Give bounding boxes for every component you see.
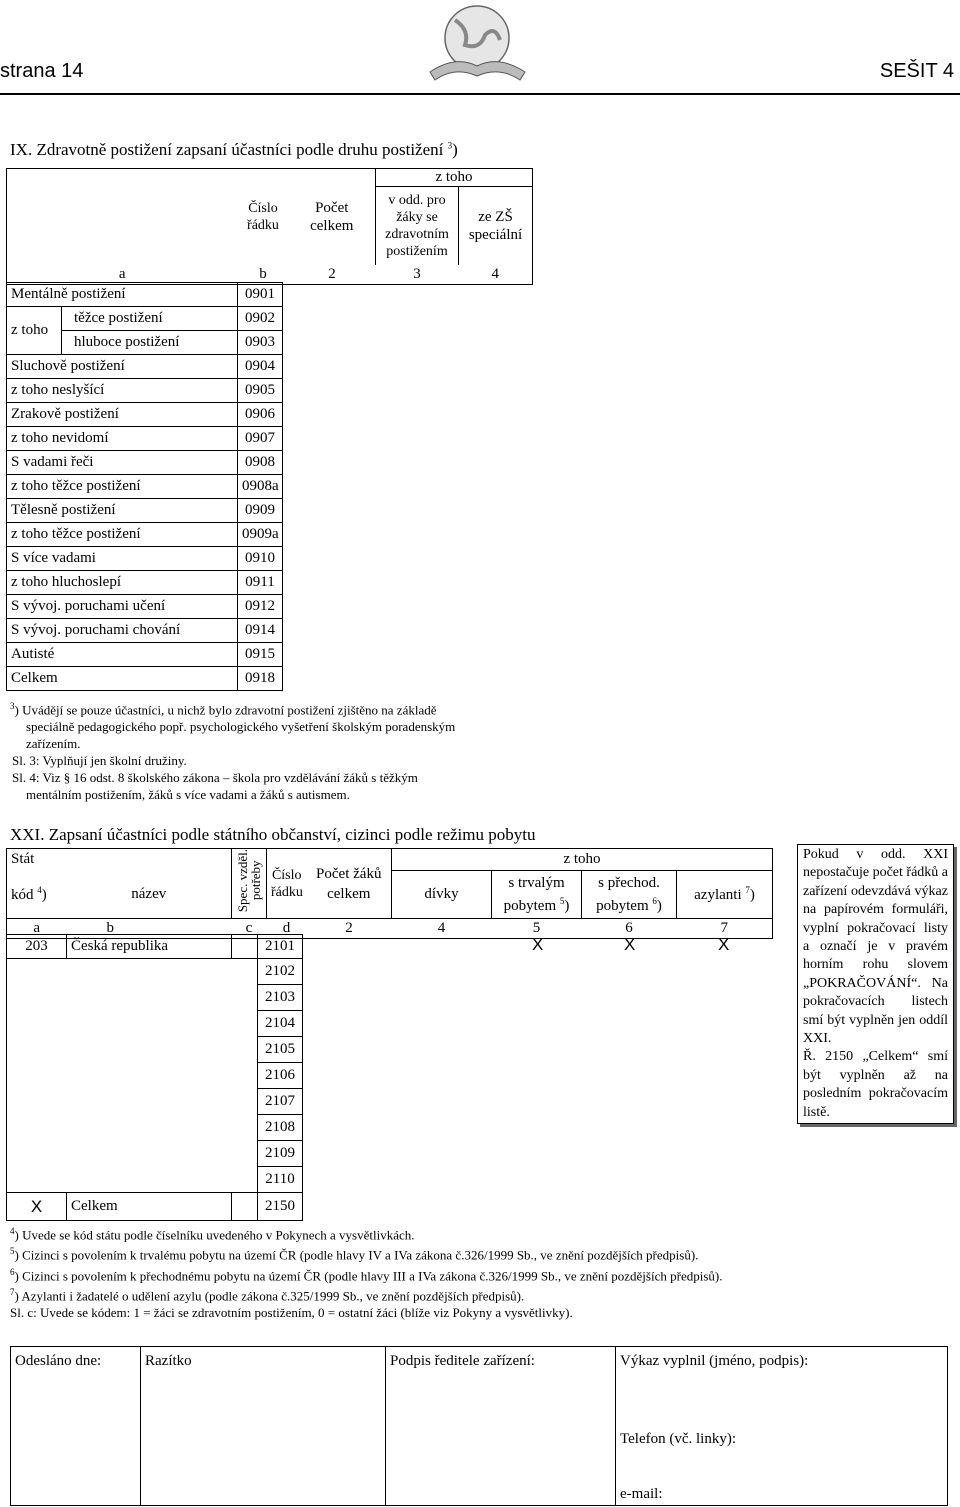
- col-7: 7: [677, 919, 773, 939]
- note-4-sup: 4: [10, 1226, 15, 1236]
- blank: [7, 959, 67, 985]
- blank: [232, 1167, 258, 1193]
- hdr-odd-2: žáky se: [396, 209, 438, 225]
- filled-by-label: Výkaz vyplnil (jméno, podpis):: [620, 1353, 809, 1369]
- note-4: [10, 1223, 950, 1243]
- note-7-text: ) Azylanti i žadatelé o udělení azylu (podle zákona č.325/1999 Sb., ve znění pozdějších předpisů).: [14, 1288, 525, 1304]
- signature-table: [10, 1346, 948, 1506]
- hdr-cislo: [238, 169, 289, 265]
- note-3-line2: speciálně pedagogického popř. psychologického vyšetření školským poradenským: [26, 719, 456, 735]
- hdr-pocet: [307, 849, 392, 919]
- row-label: Autisté: [7, 643, 238, 667]
- row-code: 0911: [238, 571, 283, 595]
- director-signature-label: Podpis ředitele zařízení:: [390, 1353, 535, 1369]
- hdr-cislo: [267, 849, 307, 919]
- row-code: 2107: [258, 1089, 303, 1115]
- director-signature-cell[interactable]: [386, 1347, 616, 1506]
- row-label: S vývoj. poruchami chování: [7, 619, 238, 643]
- row-code: 0906: [238, 403, 283, 427]
- row-code: 0902: [238, 307, 283, 331]
- hdr-cislo-1: Číslo: [271, 867, 302, 883]
- note-7: [10, 1284, 950, 1304]
- hdr-pocet-2: celkem: [310, 217, 354, 234]
- hdr-trvaly: s trvalým pobytem $^5$): [492, 871, 582, 919]
- hdr-azyl-sup: 7: [745, 885, 750, 895]
- blank-corner: [7, 169, 238, 265]
- section-ix-notes: [10, 698, 530, 803]
- blank: [67, 1115, 232, 1141]
- note-sl4-line2: mentálním postižením, žáků s více vadami a žáků s autismem.: [26, 787, 350, 803]
- row-label: S vadami řeči: [7, 451, 238, 475]
- row-code: 0909a: [238, 523, 283, 547]
- hdr-odd-4: postižením: [386, 243, 448, 259]
- x-mark-col5: X: [532, 935, 544, 954]
- blank: [67, 1011, 232, 1037]
- row-label: S více vadami: [7, 547, 238, 571]
- kod-cell: 203: [7, 935, 67, 959]
- row-code: 0907: [238, 427, 283, 451]
- row-code: 0915: [238, 643, 283, 667]
- row-label: Mentálně postižení: [7, 283, 238, 307]
- spec-cell: [232, 935, 258, 959]
- section-ix-title-sup: 3: [447, 140, 453, 151]
- blank: [7, 985, 67, 1011]
- col-c: c: [232, 919, 267, 939]
- total-nazev: Celkem: [67, 1193, 232, 1221]
- blank: [67, 1037, 232, 1063]
- note-sl4-line1: Sl. 4: Viz § 16 odst. 8 školského zákona – škola pro vzdělávání žáků s těžkým: [12, 770, 418, 786]
- blank: [232, 1089, 258, 1115]
- note-5: [10, 1243, 950, 1263]
- hdr-divky: dívky: [392, 871, 492, 919]
- hdr-zs: [459, 187, 533, 265]
- blank: [67, 1167, 232, 1193]
- blank: [232, 1011, 258, 1037]
- note-5-sup: 5: [10, 1246, 15, 1257]
- continuation-note-text: Pokud v odd. XXI nepostačuje počet řádků a zařízení odevzdává výkaz na papírovém formuláři, vyplní pokračovací listy a označí je v pravém horním rohu slovem „POKRAČOVÁNÍ“. Na pokračovacích listech smí být vyplněn jen oddíl XXI.: [803, 847, 948, 1047]
- table-xxi-rows: [6, 934, 303, 1221]
- row-code: 2101: [258, 935, 303, 959]
- blank: [232, 1063, 258, 1089]
- hdr-prechod-2: pobytem: [596, 898, 649, 914]
- sent-date-cell[interactable]: [11, 1347, 141, 1506]
- row-label: těžce postižení: [62, 307, 238, 331]
- hdr-prechod: s přechod. pobytem $^6$): [582, 871, 677, 919]
- table-xxi: [6, 848, 773, 939]
- hdr-zs-2: speciální: [468, 226, 523, 243]
- blank: [7, 1115, 67, 1141]
- blank: [67, 1089, 232, 1115]
- note-5-text: ) Cizinci s povolením k trvalému pobytu na území ČR (podle hlavy IV a IVa zákona č.326/1999 Sb., ve znění pozdějších předpisů).: [14, 1247, 699, 1263]
- note-3-line3: zařízením.: [26, 736, 81, 752]
- row-code: 2102: [258, 959, 303, 985]
- row-label: Tělesně postižení: [7, 499, 238, 523]
- blank: [7, 1089, 67, 1115]
- row-label: z toho těžce postižení: [7, 475, 238, 499]
- blank: [232, 1115, 258, 1141]
- hdr-cislo-2: řádku: [271, 884, 303, 900]
- row-code: 2104: [258, 1011, 303, 1037]
- phone-label: Telefon (vč. linky):: [620, 1431, 736, 1447]
- hdr-trvaly-2: pobytem: [503, 898, 557, 914]
- sent-date-label: Odesláno dne:: [15, 1353, 102, 1369]
- row-code: 0909: [238, 499, 283, 523]
- globe-book-logo: [425, 0, 530, 85]
- row-label: z toho hluchoslepí: [7, 571, 238, 595]
- row-code: 2103: [258, 985, 303, 1011]
- x-mark-col6: X: [624, 935, 636, 954]
- blank: [7, 1141, 67, 1167]
- table-ix-rows: [6, 282, 283, 691]
- blank: [232, 985, 258, 1011]
- col-b: b: [67, 919, 232, 939]
- note-6: [10, 1264, 950, 1284]
- row-code: 0910: [238, 547, 283, 571]
- col-5: 5: [492, 919, 582, 939]
- row-code: 2106: [258, 1063, 303, 1089]
- hdr-zs-1: ze ZŠ: [478, 208, 513, 225]
- row-code: 0903: [238, 331, 283, 355]
- row-code: 0904: [238, 355, 283, 379]
- row-label: z toho nevidomí: [7, 427, 238, 451]
- section-ix-title: IX. Zdravotně postižení zapsaní účastníci podle druhu postižení $^3$): [10, 140, 458, 159]
- col-2: 2: [289, 265, 376, 285]
- row-label: z toho neslyšící: [7, 379, 238, 403]
- hdr-prechod-1: s přechod.: [598, 875, 660, 891]
- hdr-cislo-2: řádku: [247, 217, 279, 233]
- note-6-text: ) Cizinci s povolením k přechodnému pobytu na území ČR (podle hlavy III a IVa zákona č.326/1999 Sb., ve znění pozdějších předpisů).: [14, 1267, 723, 1283]
- col-a: a: [7, 265, 238, 285]
- continuation-note-text2: Ř. 2150 „Celkem“ smí být vyplněn až na posledním pokračovacím listě.: [803, 1049, 948, 1120]
- row-code: 0901: [238, 283, 283, 307]
- hdr-pocet: [289, 169, 376, 265]
- col-4: 4: [459, 265, 533, 285]
- col-6: 6: [582, 919, 677, 939]
- col-2: 2: [307, 919, 392, 939]
- col-b: b: [238, 265, 289, 285]
- hdr-trvaly-1: s trvalým: [508, 875, 565, 891]
- row-label: hluboce postižení: [62, 331, 238, 355]
- blank: [232, 1141, 258, 1167]
- col-3: 3: [376, 265, 459, 285]
- note-4-text: ) Uvede se kód státu podle číselníku uvedeného v Pokynech a vysvětlivkách.: [14, 1227, 415, 1243]
- hdr-stat: Stát: [7, 849, 232, 871]
- col-4: 4: [392, 919, 492, 939]
- hdr-kod: kód $^4$): [7, 871, 67, 919]
- note-sl3: Sl. 3: Vyplňují jen školní družiny.: [12, 753, 187, 769]
- row-code: 2109: [258, 1141, 303, 1167]
- hdr-pocet-1: Počet žáků: [316, 865, 382, 882]
- blank: [232, 1037, 258, 1063]
- hdr-kod-text: kód: [11, 886, 34, 903]
- note-sl-c: Sl. c: Uvede se kódem: 1 = žáci se zdravotním postižením, 0 = ostatní žáci (blíže viz Pokyny a vysvětlivky).: [10, 1305, 573, 1321]
- row-code: 2108: [258, 1115, 303, 1141]
- total-code: 2150: [258, 1193, 303, 1221]
- stamp-label: Razítko: [145, 1353, 192, 1369]
- blank: [67, 985, 232, 1011]
- blank: [7, 1063, 67, 1089]
- hdr-pocet-2: celkem: [327, 885, 371, 902]
- blank: [7, 1037, 67, 1063]
- total-kod: X: [7, 1193, 67, 1221]
- hdr-odd-1: v odd. pro: [388, 192, 446, 208]
- note-3-line1: ) Uvádějí se pouze účastníci, u nichž bylo zdravotní postižení zjištěno na základě: [14, 702, 437, 718]
- ztoho-label: z toho: [7, 307, 62, 355]
- row-code: 0905: [238, 379, 283, 403]
- section-xxi-title: XXI. Zapsaní účastníci podle státního občanství, cizinci podle režimu pobytu: [10, 825, 536, 844]
- col-a: a: [7, 919, 67, 939]
- nazev-cell: Česká republika: [67, 935, 232, 959]
- row-code: 0912: [238, 595, 283, 619]
- hdr-cislo-1: Číslo: [248, 200, 278, 216]
- blank: [232, 959, 258, 985]
- row-label: Sluchově postižení: [7, 355, 238, 379]
- blank: [67, 959, 232, 985]
- header-rule: [0, 93, 960, 95]
- row-code: 2110: [258, 1167, 303, 1193]
- section-xxi-notes: [10, 1223, 950, 1321]
- blank: [67, 1063, 232, 1089]
- hdr-azyl: azylanti $^7$): [677, 871, 773, 919]
- note-3-sup: 3: [10, 701, 15, 711]
- x-mark-col7: X: [718, 935, 730, 954]
- table-ix: [6, 168, 533, 285]
- hdr-odd-3: zdravotním: [385, 226, 449, 242]
- row-label: z toho těžce postižení: [7, 523, 238, 547]
- row-code: 0908: [238, 451, 283, 475]
- note-6-sup: 6: [10, 1266, 15, 1277]
- email-label: e-mail:: [620, 1486, 663, 1502]
- row-code: 0918: [238, 667, 283, 691]
- hdr-spec-1: Spec. vzděl.: [235, 849, 250, 913]
- col-d: d: [267, 919, 307, 939]
- row-label: S vývoj. poruchami učení: [7, 595, 238, 619]
- continuation-note-box: [797, 844, 954, 1124]
- hdr-odd: [376, 187, 459, 265]
- hdr-nazev: název: [67, 871, 232, 919]
- hdr-pocet-1: Počet: [315, 199, 349, 216]
- hdr-azyl-text: azylanti: [694, 887, 742, 903]
- hdr-ztoho: z toho: [376, 169, 533, 187]
- spec-cell: [232, 1193, 258, 1221]
- blank: [67, 1141, 232, 1167]
- hdr-prechod-sup: 6: [652, 896, 657, 906]
- row-label: Zrakově postižení: [7, 403, 238, 427]
- filled-by-cell[interactable]: [616, 1347, 948, 1506]
- hdr-trvaly-sup: 5: [559, 896, 565, 906]
- hdr-kod-sup: 4: [37, 884, 42, 895]
- stamp-cell[interactable]: [141, 1347, 386, 1506]
- note-7-sup: 7: [10, 1286, 15, 1297]
- page-number: strana 14: [0, 60, 84, 82]
- blank: [7, 1011, 67, 1037]
- row-code: 0908a: [238, 475, 283, 499]
- blank: [7, 1167, 67, 1193]
- row-code: 2105: [258, 1037, 303, 1063]
- sesit-label: SEŠIT 4: [879, 60, 954, 82]
- note-3: [10, 698, 530, 718]
- hdr-ztoho: z toho: [392, 849, 773, 871]
- row-code: 0914: [238, 619, 283, 643]
- hdr-spec-2: potřeby: [248, 861, 263, 901]
- row-label: Celkem: [7, 667, 238, 691]
- hdr-spec: [232, 849, 267, 919]
- section-ix-title-text: IX. Zdravotně postižení zapsaní účastníci podle druhu postižení: [10, 140, 444, 159]
